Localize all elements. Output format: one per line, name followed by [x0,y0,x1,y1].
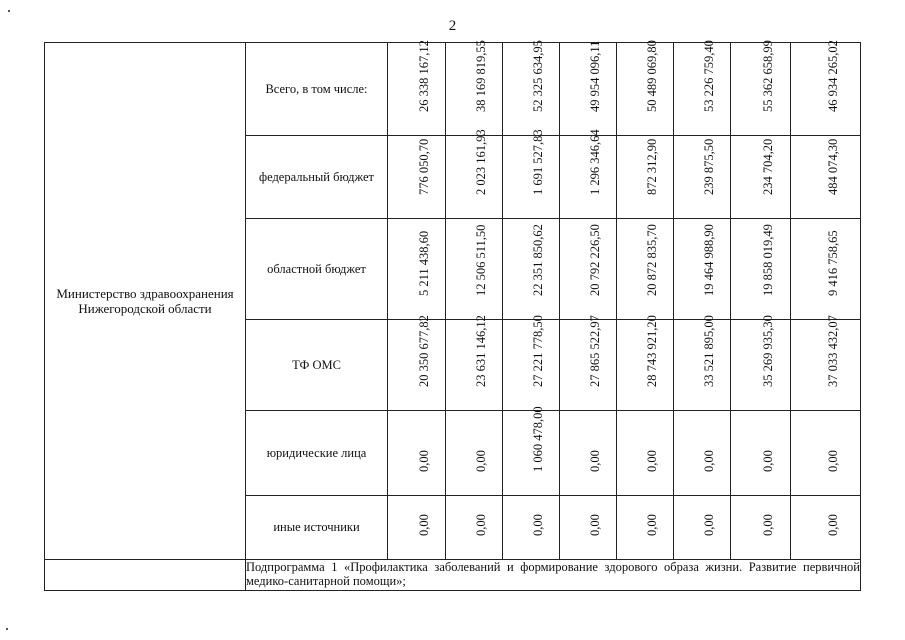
value-text: 2 023 161,93 [474,129,488,195]
value-cell [503,315,560,411]
value-cell [674,219,731,320]
funding-source-label: ТФ ОМС [246,320,388,411]
value-text: 1 060 478,00 [531,406,545,472]
value-cell [791,40,861,136]
value-text: 1 691 527,83 [531,129,545,195]
value-cell [731,40,791,136]
value-text: 22 351 850,62 [531,224,545,296]
value-cell [560,315,617,411]
value-text: 49 954 096,11 [588,40,602,112]
value-text: 53 226 759,40 [702,40,716,112]
value-text: 19 464 988,90 [702,224,716,296]
value-text: 55 362 658,99 [760,40,775,112]
scan-artifact-dot [6,628,8,630]
value-cell [503,40,560,136]
value-text: 0,00 [645,514,659,536]
value-cell [560,411,617,496]
value-cell [731,496,791,560]
value-text: 0,00 [760,514,775,536]
value-text: 0,00 [760,450,775,472]
budget-table [44,42,861,591]
value-cell [731,411,791,496]
value-cell [674,40,731,136]
value-text: 5 211 438,60 [416,230,431,296]
value-text: 50 489 069,80 [645,40,659,112]
organization-cell: Министерство здравоохранения Нижегородской области [45,43,246,560]
value-cell [388,411,446,496]
value-cell [388,496,446,560]
value-cell [560,496,617,560]
value-text: 0,00 [702,450,716,472]
value-text: 234 704,20 [760,138,775,195]
value-cell [674,411,731,496]
value-cell [446,40,503,136]
value-text: 37 033 432,07 [825,315,840,387]
value-cell [731,315,791,411]
value-cell [617,411,674,496]
value-text: 19 858 019,49 [760,224,775,296]
value-text: 1 296 346,64 [588,129,602,195]
value-cell [617,315,674,411]
value-cell [388,136,446,219]
value-cell [674,136,731,219]
funding-source-label: областной бюджет [246,219,388,320]
value-cell [446,411,503,496]
value-cell [791,496,861,560]
value-text: 35 269 935,30 [760,315,775,387]
value-cell [560,219,617,320]
value-text: 23 631 146,12 [474,315,488,387]
value-text: 28 743 921,20 [645,315,659,387]
value-cell [503,129,560,219]
value-cell [674,496,731,560]
value-cell [731,219,791,320]
value-text: 0,00 [825,450,840,472]
value-cell [388,219,446,320]
value-text: 20 792 226,50 [588,224,602,296]
value-text: 20 872 835,70 [645,224,659,296]
value-cell [388,40,446,136]
value-text: 33 521 895,00 [702,315,716,387]
value-cell [503,496,560,560]
value-cell [617,496,674,560]
value-cell [388,315,446,411]
value-text: 239 875,50 [702,138,716,195]
subprogram-title: Подпрограмма 1 «Профилактика заболеваний и формирование здорового образа жизни. Развитие первичной медико-санитарной помощи»; [246,560,861,591]
value-cell [731,136,791,219]
value-cell [446,129,503,219]
value-text: 484 074,30 [825,138,840,195]
value-text: 52 325 634,95 [531,40,545,112]
table-row [45,43,861,136]
value-text: 0,00 [474,514,488,536]
value-text: 27 865 522,97 [588,315,602,387]
table-body [45,40,861,591]
value-text: 0,00 [474,450,488,472]
value-text: 0,00 [645,450,659,472]
value-cell [446,496,503,560]
subprogram-row [45,560,861,591]
value-cell [791,411,861,496]
value-text: 0,00 [825,514,840,536]
value-text: 0,00 [416,450,431,472]
funding-source-label: Всего, в том числе: [246,43,388,136]
value-text: 38 169 819,55 [474,40,488,112]
page-number: 2 [448,18,457,34]
scan-artifact-dot [8,10,10,12]
value-cell [560,129,617,219]
value-cell [503,219,560,320]
value-text: 46 934 265,02 [825,40,840,112]
value-text: 0,00 [702,514,716,536]
value-cell [560,40,617,136]
value-text: 0,00 [588,514,602,536]
value-text: 0,00 [588,450,602,472]
value-cell [791,315,861,411]
value-text: 0,00 [531,514,545,536]
value-text: 9 416 758,65 [825,230,840,296]
value-cell [503,406,560,496]
value-cell [617,219,674,320]
value-text: 0,00 [416,514,431,536]
value-cell [617,40,674,136]
value-cell [446,315,503,411]
funding-source-label: юридические лица [246,411,388,496]
empty-cell [45,560,246,591]
funding-source-label: иные источники [246,496,388,560]
value-cell [674,315,731,411]
value-cell [617,136,674,219]
value-cell [791,136,861,219]
value-text: 12 506 511,50 [474,224,488,296]
value-text: 26 338 167,12 [416,40,431,112]
value-text: 776 050,70 [416,138,431,195]
value-text: 27 221 778,50 [531,315,545,387]
value-cell [446,219,503,320]
value-text: 872 312,90 [645,138,659,195]
funding-source-label: федеральный бюджет [246,136,388,219]
value-text: 20 350 677,82 [416,315,431,387]
value-cell [791,219,861,320]
